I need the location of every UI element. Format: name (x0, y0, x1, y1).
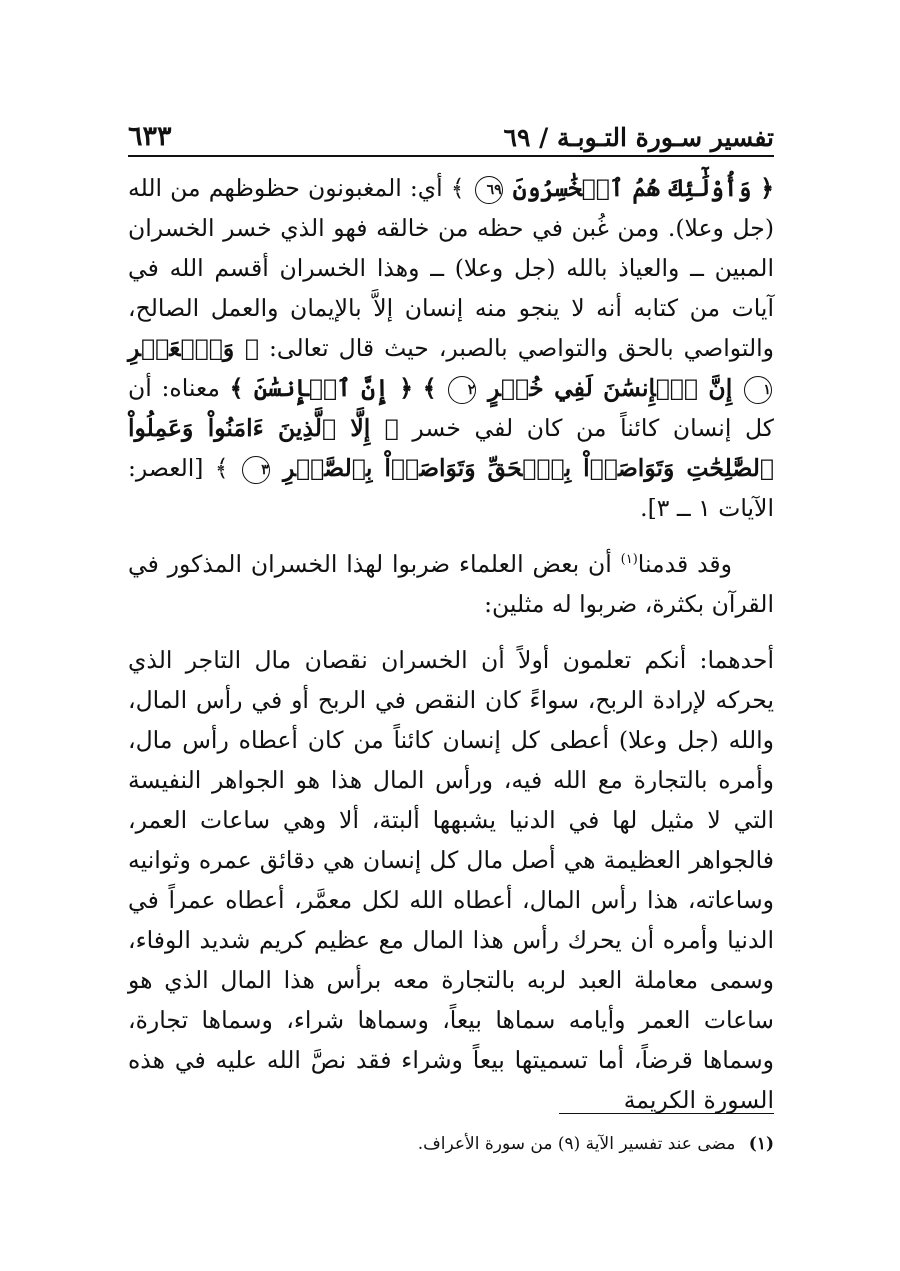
quran-verse-69-open: ﴿ وَأُوْلَٰٓئِكَ هُمُ ٱلۡخَٰسِرُونَ (512, 174, 774, 202)
paragraph-text: أحدهما: أنكم تعلمون أولاً أن الخسران نقصان مال التاجر الذي يحركه لإرادة الربح، سواءً كان النقص في الربح أو في رأس المال، والله (جل وعلا) أعطى كل إنسان كائناً من كان أعطاه رأس مال، وأمره بالتجارة مع الله فيه، ورأس المال هذا هو الجواهر النفيسة التي لا مثيل لها في الدنيا يشبهها ألبتة، ألا وهي ساعات العمر، فالجواهر العظيمة هي أصل مال كل إنسان هي دقائق عمره وثوانيه وساعاته، هذا رأس المال، أعطاه الله لكل معمَّر، أعطاه عمراً في الدنيا وأمره أن يحرك رأس هذا المال مع عظيم كريم شديد الوفاء، وسمى معاملة العبد لربه بالتجارة معه برأس هذا المال الذي هو ساعات العمر وأيامه سماها بيعاً، وسماها شراء، وسماها تجارة، وسماها قرضاً، أما تسميتها بيعاً وشراء فقد نصَّ الله عليه في هذه السورة الكريمة (128, 646, 774, 1114)
ayah-number-marker: ٣ (242, 456, 270, 484)
quran-verse-close: ﴾ (422, 374, 437, 402)
ayah-number-marker: ١ (744, 376, 772, 404)
page-number: ٦٣٣ (128, 121, 172, 152)
header-divider (128, 155, 774, 157)
ayah-number-marker: ٢ (448, 376, 476, 404)
quran-asr-verse-1: ﴿ وَٱلۡعَصۡرِ (128, 334, 259, 362)
quran-asr-verse-2: إِنَّ ٱلۡإِنسَٰنَ لَفِي خُسۡرٍ (487, 374, 733, 402)
commentary-text: ﴾ أي: المغبونون حظوظهم من الله (جل وعلا). ومن غُبن في حظه من خالقه فهو الذي خسر الخسران المبين ــ والعياذ بالله (جل وعلا) ــ وهذا الخسران أقسم الله في آيات من كتابه أنه لا ينجو منه إنسان إلاَّ بالإيمان والعمل الصالح، والتواصي بالحق والتواصي بالصبر، حيث قال تعالى: (128, 174, 774, 362)
ayah-number-marker: ٦٩ (475, 176, 503, 204)
page-body (128, 168, 774, 1120)
paragraph-first-example (128, 640, 774, 1120)
running-title: تفسير سـورة التـوبـة / ٦٩ (503, 123, 774, 152)
paragraph-text: أن بعض العلماء ضربوا لهذا الخسران المذكور في القرآن بكثرة، ضربوا له مثلين: (128, 550, 774, 618)
footnote-reference[interactable]: (١) (620, 552, 638, 568)
paragraph-examples-intro (128, 544, 774, 624)
citation-text: ﴾ [العصر: الآيات ١ ــ ٣]. (128, 454, 774, 522)
commentary-text: معناه: أن كل إنسان كائناً من كان لفي خسر (128, 374, 774, 442)
page-header (128, 108, 774, 152)
footnote-number: (١) (748, 1134, 774, 1154)
quran-insan-quote: ﴿ إِنَّ ٱلۡإِنسَٰنَ ﴾ (229, 374, 414, 402)
footnote (128, 1130, 774, 1158)
paragraph-quran-commentary (128, 168, 774, 528)
paragraph-text: وقد قدمنا (637, 550, 732, 578)
quran-asr-verse-3: ﴿ إِلَّا ٱلَّذِينَ ءَامَنُواْ وَعَمِلُواْ ٱلصَّٰلِحَٰتِ وَتَوَاصَوۡاْ بِٱلۡحَقِّ وَتَوَاصَوۡاْ بِٱلصَّبۡرِ (128, 414, 774, 482)
footnote-text: مضى عند تفسير الآية (٩) من سورة الأعراف. (417, 1134, 736, 1154)
footnote-divider (559, 1113, 774, 1114)
